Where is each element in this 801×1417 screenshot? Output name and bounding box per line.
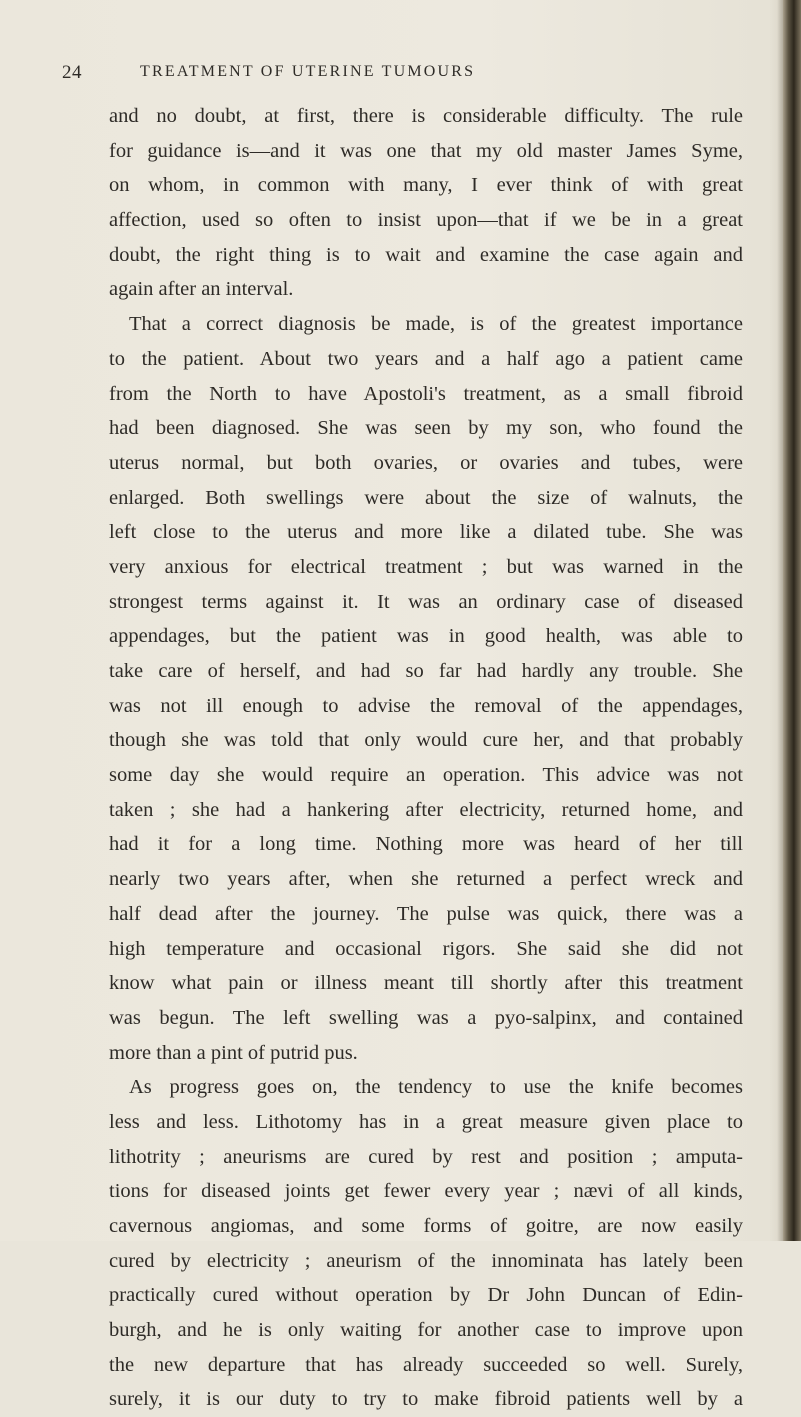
text-line: cured by electricity ; aneurism of the innominata has lately been bbox=[109, 1249, 743, 1272]
text-line: to the patient. About two years and a half ago a patient came bbox=[109, 347, 743, 370]
running-head: TREATMENT OF UTERINE TUMOURS bbox=[140, 63, 476, 80]
text-line: lithotrity ; aneurisms are cured by rest and position ; amputa- bbox=[109, 1145, 743, 1168]
text-line: affection, used so often to insist upon—that if we be in a great bbox=[109, 209, 743, 232]
text-line: high temperature and occasional rigors. She said she did not bbox=[109, 937, 743, 960]
text-line: cavernous angiomas, and some forms of goitre, are now easily bbox=[109, 1215, 743, 1237]
text-line: had it for a long time. Nothing more was heard of her till bbox=[109, 833, 743, 856]
text-line: very anxious for electrical treatment ; but was warned in the bbox=[109, 555, 743, 578]
text-line: some day she would require an operation. This advice was not bbox=[109, 764, 743, 787]
text-line: strongest terms against it. It was an ordinary case of diseased bbox=[109, 590, 743, 613]
text-line: though she was told that only would cure her, and that probably bbox=[109, 729, 743, 752]
text-line: know what pain or illness meant till shortly after this treatment bbox=[109, 972, 743, 995]
text-line: surely, it is our duty to try to make fibroid patients well by a bbox=[109, 1388, 743, 1411]
text-line: again after an interval. bbox=[109, 278, 294, 301]
body-text bbox=[109, 99, 743, 1417]
text-line: doubt, the right thing is to wait and examine the case again and bbox=[109, 243, 743, 266]
text-line: practically cured without operation by Dr John Duncan of Edin- bbox=[109, 1284, 743, 1307]
text-line: was not ill enough to advise the removal of the appendages, bbox=[109, 694, 743, 717]
text-line: take care of herself, and had so far had hardly any trouble. She bbox=[109, 660, 743, 682]
page-number: 24 bbox=[62, 62, 82, 83]
text-line: on whom, in common with many, I ever think of with great bbox=[109, 174, 743, 197]
text-line: enlarged. Both swellings were about the size of walnuts, the bbox=[109, 486, 743, 509]
page-header bbox=[62, 62, 742, 86]
text-line: taken ; she had a hankering after electricity, returned home, and bbox=[109, 798, 743, 821]
text-line: burgh, and he is only waiting for another case to improve upon bbox=[109, 1319, 743, 1342]
text-line: half dead after the journey. The pulse was quick, there was a bbox=[109, 902, 743, 925]
text-line: the new departure that has already succeeded so well. Surely, bbox=[109, 1353, 743, 1376]
text-line: That a correct diagnosis be made, is of the greatest importance bbox=[129, 313, 743, 336]
text-line: appendages, but the patient was in good health, was able to bbox=[109, 625, 743, 648]
text-line: nearly two years after, when she returned a perfect wreck and bbox=[109, 868, 743, 891]
text-line: had been diagnosed. She was seen by my son, who found the bbox=[109, 417, 743, 440]
text-line: less and less. Lithotomy has in a great measure given place to bbox=[109, 1110, 743, 1133]
text-line: more than a pint of putrid pus. bbox=[109, 1041, 358, 1064]
text-line: tions for diseased joints get fewer every year ; nævi of all kinds, bbox=[109, 1180, 743, 1203]
book-spine-edge bbox=[783, 0, 801, 1241]
text-line: and no doubt, at first, there is considerable difficulty. The rule bbox=[109, 105, 743, 127]
text-line: for guidance is—and it was one that my old master James Syme, bbox=[109, 139, 743, 162]
text-line: uterus normal, but both ovaries, or ovaries and tubes, were bbox=[109, 451, 743, 474]
text-line: left close to the uterus and more like a dilated tube. She was bbox=[109, 521, 743, 544]
text-line: from the North to have Apostoli's treatment, as a small fibroid bbox=[109, 382, 743, 405]
text-line: was begun. The left swelling was a pyo-salpinx, and contained bbox=[109, 1006, 743, 1029]
text-line: As progress goes on, the tendency to use the knife becomes bbox=[129, 1076, 743, 1099]
